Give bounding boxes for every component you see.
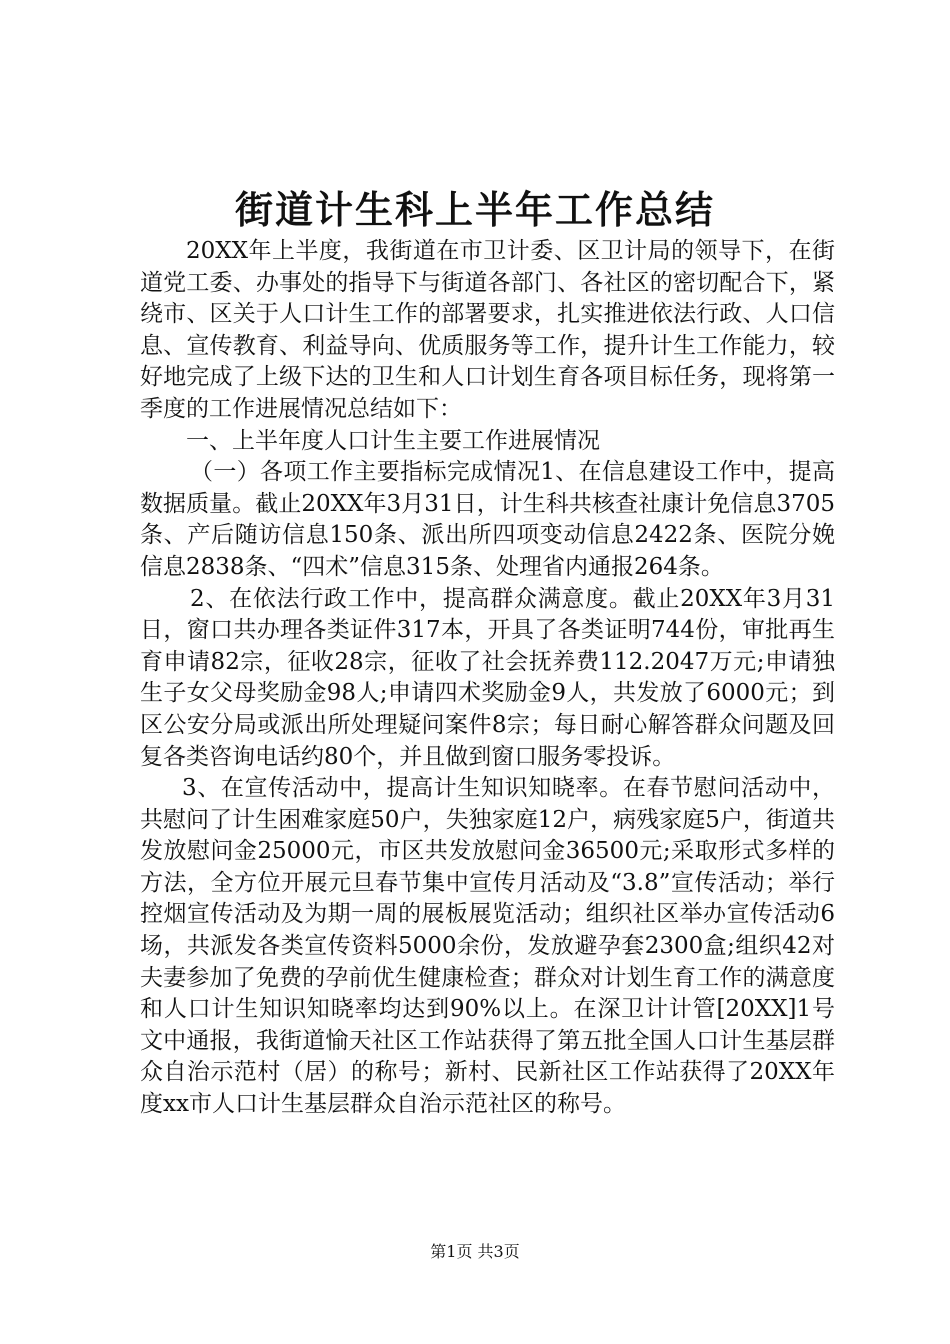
- paragraph-info-building: （一）各项工作主要指标完成情况1、在信息建设工作中，提高数据质量。截止20XX年3月31日，计生科共核查社康计免信息3705条、产后随访信息150条、派出所四项变动信息2422条、医院分娩信息2838条、“四术”信息315条、处理省内通报264条。: [140, 459, 835, 580]
- document-body: [140, 236, 835, 1121]
- paragraph-publicity: 3、在宣传活动中，提高计生知识知晓率。在春节慰问活动中，共慰问了计生困难家庭50户，失独家庭12户，病残家庭5户，街道共发放慰问金25000元，市区共发放慰问金36500元;采取形式多样的方法，全方位开展元旦春节集中宣传月活动及“3.8”宣传活动；举行控烟宣传活动及为期一周的展板展览活动；组织社区举办宣传活动6场，共派发各类宣传资料5000余份，发放避孕套2300盒;组织42对夫妻参加了免费的孕前优生健康检查；群众对计划生育工作的满意度和人口计生知识知晓率均达到90%以上。在深卫计计管[20XX]1号文中通报，我街道愉天社区工作站获得了第五批全国人口计生基层群众自治示范村（居）的称号；新村、民新社区工作站获得了20XX年度xx市人口计生基层群众自治示范社区的称号。: [140, 775, 835, 1118]
- paragraph-intro: 20XX年上半度，我街道在市卫计委、区卫计局的领导下，在街道党工委、办事处的指导下与街道各部门、各社区的密切配合下，紧绕市、区关于人口计生工作的部署要求，扎实推进依法行政、人口信息、宣传教育、利益导向、优质服务等工作，提升计生工作能力，较好地完成了上级下达的卫生和人口计划生育各项目标任务，现将第一季度的工作进展情况总结如下：: [140, 238, 835, 422]
- page-number: 第1页 共3页: [430, 1242, 520, 1261]
- document-title: 街道计生科上半年工作总结: [234, 187, 715, 232]
- paragraph-administration: 2、在依法行政工作中，提高群众满意度。截止20XX年3月31日，窗口共办理各类证件317本，开具了各类证明744份，审批再生育申请82宗，征收28宗，征收了社会抚养费112.2047万元;申请独生子女父母奖励金98人;申请四术奖励金9人，共发放了6000元；到区公安分局或派出所处理疑问案件8宗；每日耐心解答群众问题及回复各类咨询电话约80个，并且做到窗口服务零投诉。: [140, 585, 835, 770]
- section-heading: 一、上半年度人口计生主要工作进展情况: [186, 427, 600, 454]
